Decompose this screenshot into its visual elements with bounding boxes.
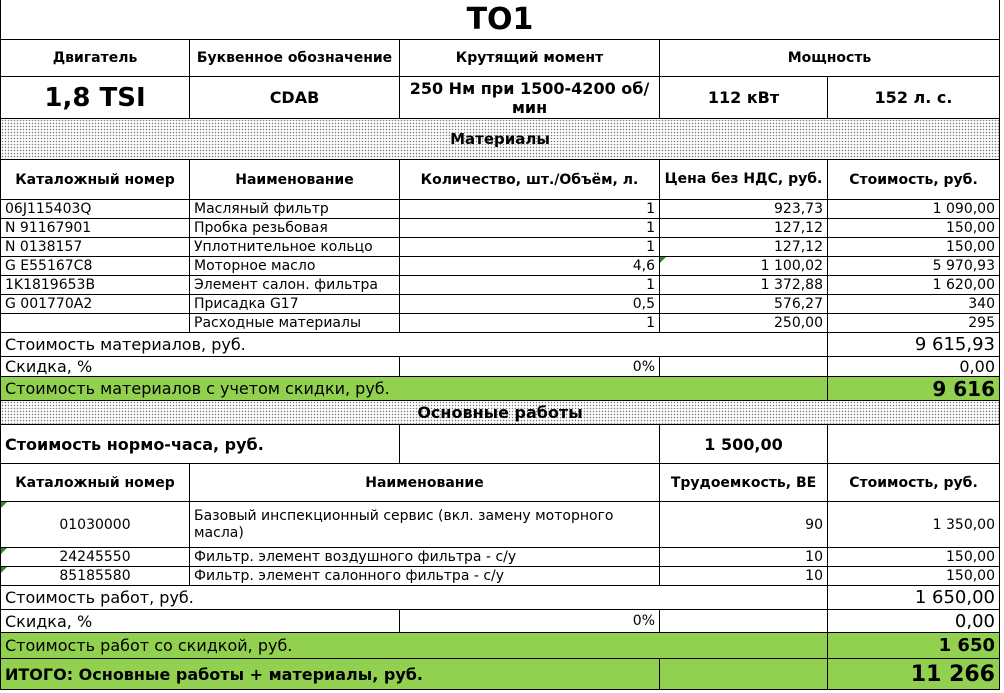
works-discounted-row <box>0 633 1000 659</box>
works-total-row <box>0 586 1000 610</box>
works-total-value: 1 650,00 <box>828 586 1000 610</box>
mat-name: Присадка G17 <box>190 295 400 314</box>
work-catalog: 01030000 <box>0 502 190 548</box>
mat-price: 250,00 <box>660 314 828 333</box>
table-row <box>0 295 1000 314</box>
torque-value: 250 Нм при 1500-4200 об/мин <box>400 77 660 119</box>
hour-price-label: Стоимость нормо-часа, руб. <box>0 425 400 464</box>
table-row <box>0 257 1000 276</box>
mat-catalog: N 91167901 <box>0 219 190 238</box>
mat-qty: 1 <box>400 238 660 257</box>
mat-name: Уплотнительное кольцо <box>190 238 400 257</box>
materials-discount-label: Скидка, % <box>0 357 400 377</box>
grand-total-value: 11 266 <box>828 659 1000 690</box>
mat-qty: 1 <box>400 200 660 219</box>
materials-discount-empty <box>660 357 828 377</box>
table-row <box>0 548 1000 567</box>
mat-name: Моторное масло <box>190 257 400 276</box>
work-cost: 150,00 <box>828 567 1000 586</box>
work-catalog-header: Каталожный номер <box>0 464 190 502</box>
mat-name-header: Наименование <box>190 160 400 200</box>
torque-header: Крутящий момент <box>400 40 660 77</box>
works-discount-empty <box>660 610 828 633</box>
mat-price: 1 100,02 <box>660 257 828 276</box>
power-hp-value: 152 л. с. <box>828 77 1000 119</box>
hour-price-row <box>0 425 1000 464</box>
mat-catalog <box>0 314 190 333</box>
mat-cost: 340 <box>828 295 1000 314</box>
mat-cost: 1 620,00 <box>828 276 1000 295</box>
table-row <box>0 219 1000 238</box>
work-cost: 1 350,00 <box>828 502 1000 548</box>
mat-qty: 0,5 <box>400 295 660 314</box>
mat-cost-header: Стоимость, руб. <box>828 160 1000 200</box>
table-row <box>0 238 1000 257</box>
mat-catalog: 1K1819653B <box>0 276 190 295</box>
mat-cost: 150,00 <box>828 238 1000 257</box>
mat-name: Масляный фильтр <box>190 200 400 219</box>
materials-section-title: Материалы <box>0 119 1000 160</box>
materials-discounted-label: Стоимость материалов с учетом скидки, руб. <box>0 377 828 401</box>
materials-total-label: Стоимость материалов, руб. <box>0 333 828 357</box>
work-catalog: 24245550 <box>0 548 190 567</box>
works-discount-label: Скидка, % <box>0 610 400 633</box>
materials-section-row <box>0 119 1000 160</box>
mat-price: 127,12 <box>660 238 828 257</box>
mat-qty: 4,6 <box>400 257 660 276</box>
works-section-title: Основные работы <box>0 401 1000 425</box>
grand-total-empty <box>660 659 828 690</box>
code-value: CDAB <box>190 77 400 119</box>
mat-qty: 1 <box>400 276 660 295</box>
mat-price: 1 372,88 <box>660 276 828 295</box>
works-discount-value: 0,00 <box>828 610 1000 633</box>
works-discount-pct: 0% <box>400 610 660 633</box>
mat-cost: 1 090,00 <box>828 200 1000 219</box>
materials-discounted-row <box>0 377 1000 401</box>
title-row <box>0 0 1000 40</box>
mat-qty-header: Количество, шт./Объём, л. <box>400 160 660 200</box>
work-name-header: Наименование <box>190 464 660 502</box>
page-title: TO1 <box>0 0 1000 40</box>
materials-discount-pct: 0% <box>400 357 660 377</box>
materials-discounted-value: 9 616 <box>828 377 1000 401</box>
mat-catalog: 06J115403Q <box>0 200 190 219</box>
mat-price: 576,27 <box>660 295 828 314</box>
mat-name: Элемент салон. фильтра <box>190 276 400 295</box>
work-labor: 90 <box>660 502 828 548</box>
code-header: Буквенное обозначение <box>190 40 400 77</box>
engine-values-row <box>0 77 1000 119</box>
work-labor-header: Трудоемкость, ВЕ <box>660 464 828 502</box>
table-row <box>0 276 1000 295</box>
mat-price: 923,73 <box>660 200 828 219</box>
work-name: Фильтр. элемент воздушного фильтра - с/у <box>190 548 660 567</box>
mat-name: Расходные материалы <box>190 314 400 333</box>
mat-catalog: G 001770A2 <box>0 295 190 314</box>
work-labor: 10 <box>660 567 828 586</box>
work-name: Фильтр. элемент салонного фильтра - с/у <box>190 567 660 586</box>
works-section-row <box>0 401 1000 425</box>
works-header-row <box>0 464 1000 502</box>
materials-total-row <box>0 333 1000 357</box>
works-discounted-value: 1 650 <box>828 633 1000 659</box>
mat-catalog-header: Каталожный номер <box>0 160 190 200</box>
hour-price-empty-2 <box>828 425 1000 464</box>
work-cost-header: Стоимость, руб. <box>828 464 1000 502</box>
work-labor: 10 <box>660 548 828 567</box>
works-discounted-label: Стоимость работ со скидкой, руб. <box>0 633 828 659</box>
mat-qty: 1 <box>400 314 660 333</box>
works-discount-row <box>0 610 1000 633</box>
grand-total-row <box>0 659 1000 690</box>
mat-price-header: Цена без НДС, руб. <box>660 160 828 200</box>
hour-price-empty <box>400 425 660 464</box>
engine-value: 1,8 TSI <box>0 77 190 119</box>
work-name: Базовый инспекционный сервис (вкл. замену моторного масла) <box>190 502 660 548</box>
work-cost: 150,00 <box>828 548 1000 567</box>
engine-header-row <box>0 40 1000 77</box>
hour-price-value: 1 500,00 <box>660 425 828 464</box>
table-row <box>0 502 1000 548</box>
mat-price: 127,12 <box>660 219 828 238</box>
table-row <box>0 314 1000 333</box>
materials-total-value: 9 615,93 <box>828 333 1000 357</box>
table-row <box>0 200 1000 219</box>
table-row <box>0 567 1000 586</box>
grand-total-label: ИТОГО: Основные работы + материалы, руб. <box>0 659 660 690</box>
mat-qty: 1 <box>400 219 660 238</box>
materials-discount-row <box>0 357 1000 377</box>
engine-header: Двигатель <box>0 40 190 77</box>
mat-cost: 150,00 <box>828 219 1000 238</box>
works-total-label: Стоимость работ, руб. <box>0 586 828 610</box>
materials-header-row <box>0 160 1000 200</box>
mat-cost: 5 970,93 <box>828 257 1000 276</box>
mat-name: Пробка резьбовая <box>190 219 400 238</box>
mat-catalog: G E55167C8 <box>0 257 190 276</box>
power-kw-value: 112 кВт <box>660 77 828 119</box>
materials-discount-value: 0,00 <box>828 357 1000 377</box>
mat-catalog: N 0138157 <box>0 238 190 257</box>
work-catalog: 85185580 <box>0 567 190 586</box>
power-header: Мощность <box>660 40 1000 77</box>
mat-cost: 295 <box>828 314 1000 333</box>
